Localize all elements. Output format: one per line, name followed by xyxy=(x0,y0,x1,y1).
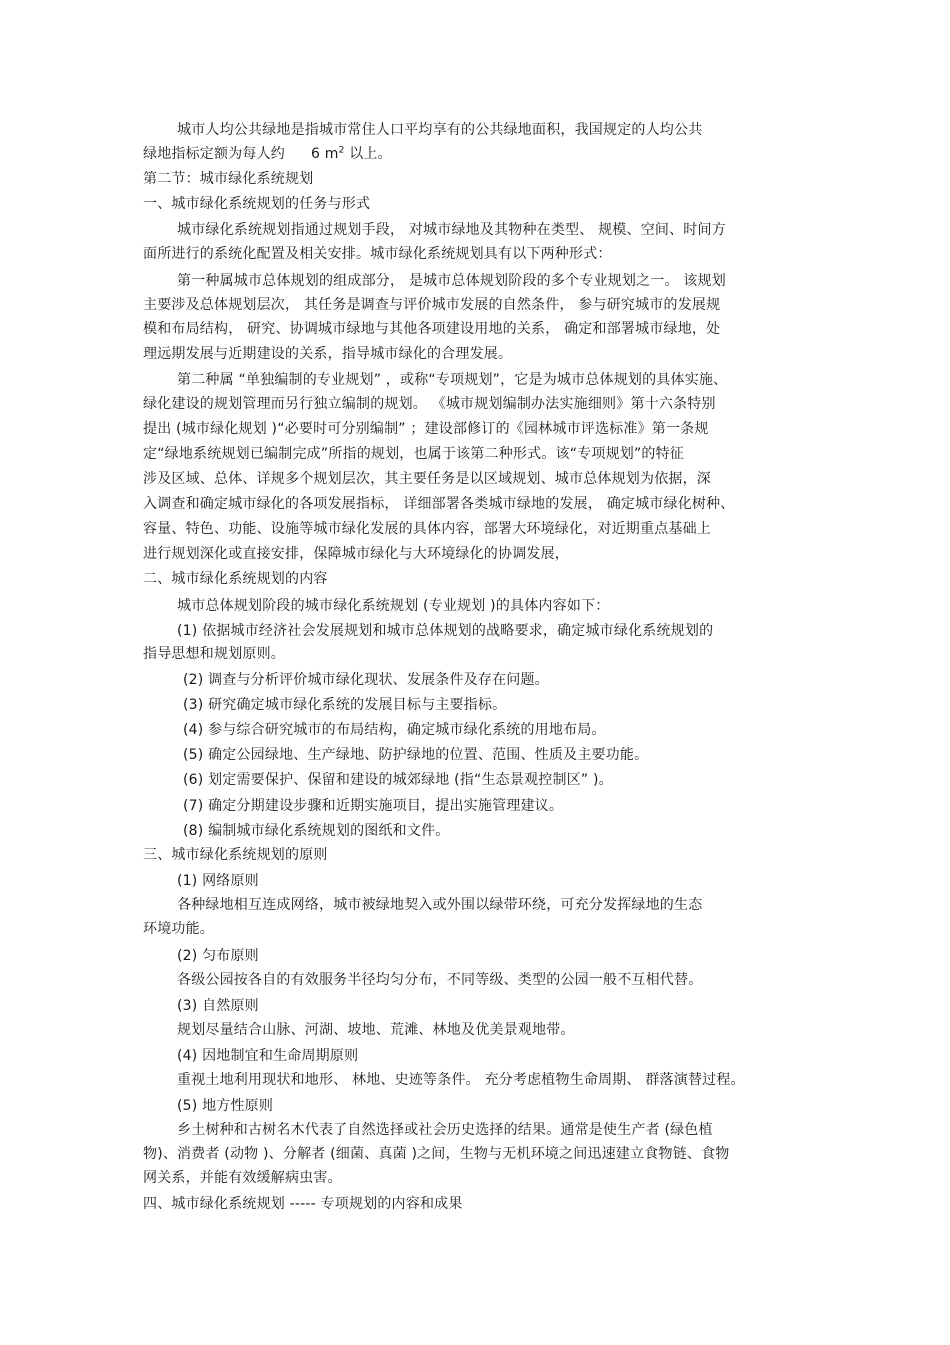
paragraph-line: 各级公园按各自的有效服务半径均匀分布，不同等级、类型的公园一般不互相代替。 xyxy=(177,972,703,988)
list-item: (7) 确定分期建设步骤和近期实施项目，提出实施管理建议。 xyxy=(183,798,564,814)
list-item: (8) 编制城市绿化系统规划的图纸和文件。 xyxy=(183,823,450,839)
paragraph-line: 提出 (城市绿化规划 )“必要时可分别编制” ；建设部修订的《园林城市评选标准》第一条规 xyxy=(143,421,709,437)
paragraph-line: 定“绿地系统规划已编制完成”所指的规划，也属于该第二种形式。该“专项规划”的特征 xyxy=(143,446,685,462)
paragraph-line: 各种绿地相互连成网络，城市被绿地契入或外围以绿带环绕，可充分发挥绿地的生态 xyxy=(177,897,703,913)
paragraph-line: 主要涉及总体规划层次， 其任务是调查与评价城市发展的自然条件， 参与研究城市的发展规 xyxy=(143,297,721,313)
paragraph-line xyxy=(143,145,392,163)
heading: 一、城市绿化系统规划的任务与形式 xyxy=(143,196,371,212)
section-title: 第二节：城市绿化系统规划 xyxy=(143,171,314,187)
heading: 三、城市绿化系统规划的原则 xyxy=(143,847,328,863)
heading: 四、城市绿化系统规划 ----- 专项规划的内容和成果 xyxy=(143,1196,463,1212)
list-item: (4) 参与综合研究城市的布局结构，确定城市绿化系统的用地布局。 xyxy=(183,722,606,738)
list-item-continuation: 指导思想和规划原则。 xyxy=(143,646,285,662)
list-item: (6) 划定需要保护、保留和建设的城郊绿地 (指“生态景观控制区” )。 xyxy=(183,772,613,788)
principle-title: (5) 地方性原则 xyxy=(177,1098,274,1114)
paragraph-line: 城市总体规划阶段的城市绿化系统规划 (专业规划 )的具体内容如下： xyxy=(177,598,610,614)
superscript: 2 xyxy=(338,145,345,156)
text-fragment: 绿地指标定额为每人约 xyxy=(143,146,285,162)
paragraph-line: 城市绿化系统规划指通过规划手段， 对城市绿地及其物种在类型、 规模、空间、时间方 xyxy=(177,222,726,238)
text-fragment: 以上。 xyxy=(344,146,392,162)
paragraph-line: 环境功能。 xyxy=(143,921,214,937)
paragraph-line: 第二种属 “单独编制的专业规划” ，或称“专项规划”，它是为城市总体规划的具体实施、 xyxy=(177,372,728,388)
paragraph-line: 第一种属城市总体规划的组成部分， 是城市总体规划阶段的多个专业规划之一。 该规划 xyxy=(177,273,726,289)
paragraph-line: 面所进行的系统化配置及相关安排。城市绿化系统规划具有以下两种形式： xyxy=(143,246,612,262)
paragraph-line: 物)、消费者 (动物 )、分解者 (细菌、真菌 )之间，生物与无机环境之间迅速建立食物链、食物 xyxy=(143,1146,730,1162)
paragraph-line: 模和布局结构， 研究、协调城市绿地与其他各项建设用地的关系， 确定和部署城市绿地，处 xyxy=(143,321,721,337)
unit-value: 6 m xyxy=(311,146,339,162)
list-item: (5) 确定公园绿地、生产绿地、防护绿地的位置、范围、性质及主要功能。 xyxy=(183,747,649,763)
list-item: (2) 调查与分析评价城市绿化现状、发展条件及存在问题。 xyxy=(183,672,549,688)
heading: 二、城市绿化系统规划的内容 xyxy=(143,571,328,587)
list-item: (1) 依据城市经济社会发展规划和城市总体规划的战略要求，确定城市绿化系统规划的 xyxy=(177,623,714,639)
principle-title: (4) 因地制宜和生命周期原则 xyxy=(177,1048,359,1064)
paragraph-line: 理远期发展与近期建设的关系，指导城市绿化的合理发展。 xyxy=(143,346,513,362)
paragraph-line: 重视土地利用现状和地形、 林地、史迹等条件。 充分考虑植物生命周期、 群落演替过程。 xyxy=(177,1072,745,1088)
list-item: (3) 研究确定城市绿化系统的发展目标与主要指标。 xyxy=(183,697,507,713)
paragraph-line: 规划尽量结合山脉、河湖、坡地、荒滩、林地及优美景观地带。 xyxy=(177,1022,575,1038)
paragraph-line: 涉及区域、总体、详规多个规划层次，其主要任务是以区域规划、城市总体规划为依据，深 xyxy=(143,471,711,487)
principle-title: (3) 自然原则 xyxy=(177,998,259,1014)
principle-title: (1) 网络原则 xyxy=(177,873,259,889)
paragraph-line: 绿化建设的规划管理而另行独立编制的规划。 《城市规划编制办法实施细则》第十六条特别 xyxy=(143,396,716,412)
principle-title: (2) 匀布原则 xyxy=(177,948,259,964)
paragraph-line: 容量、特色、功能、设施等城市绿化发展的具体内容，部署大环境绿化，对近期重点基础上 xyxy=(143,521,711,537)
paragraph-line: 城市人均公共绿地是指城市常住人口平均享有的公共绿地面积，我国规定的人均公共 xyxy=(177,122,703,138)
paragraph-line: 入调查和确定城市绿化的各项发展指标， 详细部署各类城市绿地的发展， 确定城市绿化树种、 xyxy=(143,496,735,512)
paragraph-line: 网关系，并能有效缓解病虫害。 xyxy=(143,1170,342,1186)
paragraph-line: 乡土树种和古树名木代表了自然选择或社会历史选择的结果。通常是使生产者 (绿色植 xyxy=(177,1122,713,1138)
paragraph-line: 进行规划深化或直接安排，保障城市绿化与大环境绿化的协调发展， xyxy=(143,546,569,562)
